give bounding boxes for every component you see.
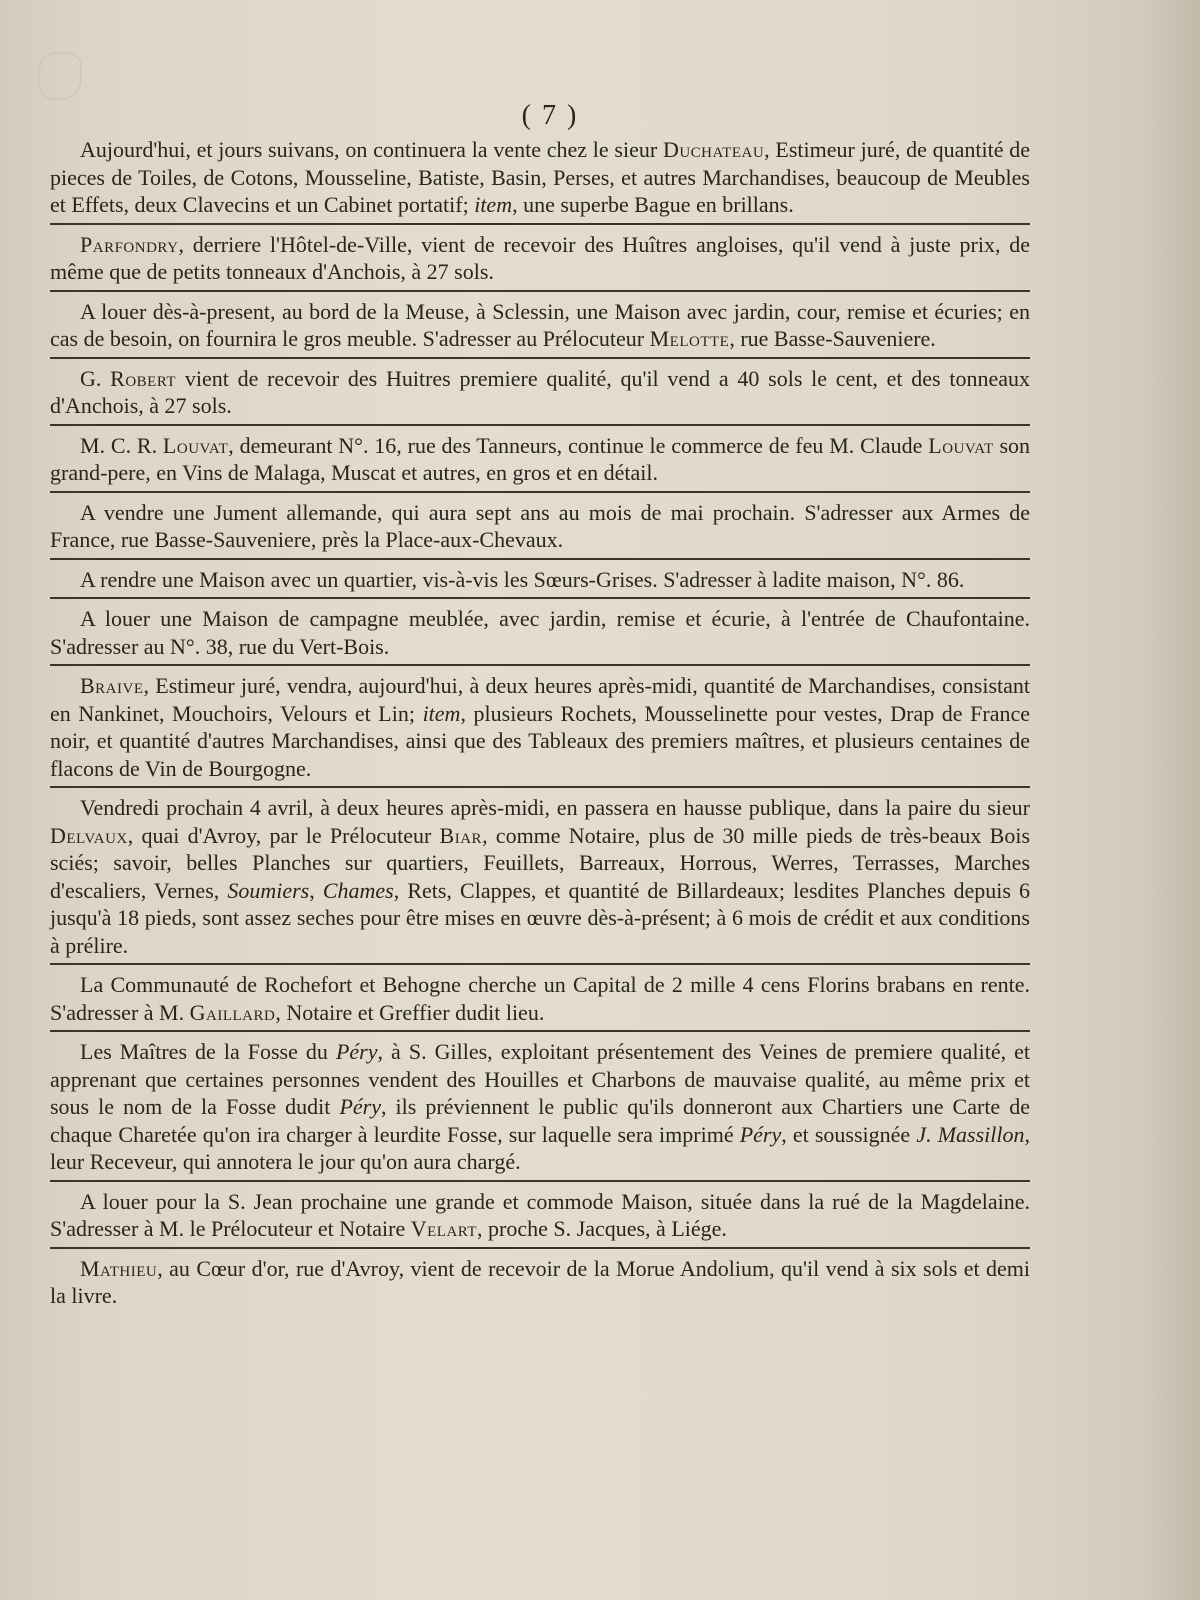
italic-text: Péry (339, 1094, 381, 1119)
italic-text: item (422, 700, 461, 726)
ad-text: vient de recevoir des Huitres premiere qualité, qu'il vend a 40 sols le cent, et des tonneaux d'Anchois, à 27 sols. (50, 365, 1030, 418)
ad-text: , proche S. Jacques, à Liége. (477, 1216, 727, 1241)
name-text: Braive (80, 673, 144, 698)
ad-text: , Estimeur juré, de quantité de pieces de Toiles, de Cotons, Mousseline, Batiste, Basin, Perses, et autres Marchandises, beaucoup de Meubles et Effets, deux Clavecins et un Cabinet portatif; (50, 137, 1031, 217)
ad-rochefort-capital (50, 969, 1030, 1032)
ad-mathieu-cod (50, 1253, 1030, 1314)
ad-timber-auction (50, 792, 1030, 965)
ad-text: A louer une Maison de campagne meublée, avec jardin, remise et écurie, à l'entrée de Chaufontaine. S'adresser au N°. 38, rue du Vert-Bois. (50, 606, 1030, 659)
ad-text: , rue Basse-Sauveniere. (729, 326, 936, 351)
ad-text: , au Cœur d'or, rue d'Avroy, vient de recevoir de la Morue Andolium, qu'il vend à six sols et demi la livre. (50, 1255, 1030, 1308)
italic-text: Péry (335, 1039, 378, 1064)
paper-stain (38, 52, 82, 100)
ad-text: , plusieurs Rochets, Mousselinette pour vestes, Drap de France noir, et quantité d'autres Marchandises, ainsi que des Tableaux des premiers maîtres, et plusieurs centaines de flacons de Vin de Bourgogne. (50, 700, 1031, 781)
ad-text: Vendredi prochain 4 avril, à deux heures après-midi, en passera en hausse publique, dans la paire du sieur (80, 795, 1030, 820)
ad-text: A louer dès-à-present, au bord de la Meuse, à Sclessin, une Maison avec jardin, cour, remise et écuries; en cas de besoin, on fournira le gros meuble. S'adresser au Prélocuteur (50, 298, 1030, 351)
ad-duchateau-sale (50, 134, 1030, 225)
name-text: Robert (110, 365, 177, 391)
name-text: Mathieu (80, 1255, 158, 1281)
name-text: Gaillard (189, 999, 276, 1025)
italic-text: item (474, 192, 513, 217)
ad-text: , à S. Gilles, exploitant présentement des Veines de premiere qualité, et apprenant que certaines personnes vendent des Houilles et Charbons de mauvaise qualité, au même prix et sous le nom de la Fosse dudit (50, 1039, 1030, 1119)
ad-text: son grand-pere, en Vins de Malaga, Muscat et autres, en gros et en détail. (50, 432, 1031, 485)
page-edge-shadow (1140, 0, 1200, 1600)
ad-text: , et soussignée (781, 1121, 917, 1147)
name-text: Velart (410, 1216, 478, 1241)
name-text: Duchateau (662, 137, 765, 162)
ad-robert-oysters (50, 363, 1030, 426)
ad-text: , une superbe Bague en brillans. (512, 192, 794, 217)
ad-text: , (309, 877, 323, 903)
ad-text: La Communauté de Rochefort et Behogne cherche un Capital de 2 mille 4 cens Florins brabans en rente. S'adresser à M. (50, 972, 1030, 1025)
ad-text: , Notaire et Greffier dudit lieu. (275, 999, 545, 1025)
ad-text: , derriere l'Hôtel-de-Ville, vient de recevoir des Huîtres angloises, qu'il vend à juste prix, de même que de petits tonneaux d'Anchois, à 27 sols. (50, 231, 1030, 284)
ad-text: , quai d'Avroy, par le Prélocuteur (127, 822, 440, 848)
ad-house-magdelaine (50, 1186, 1030, 1249)
ad-text: , ils préviennent le public qu'ils donneront aux Chartiers une Carte de chaque Charetée qu'on ira charger à leurdite Fosse, sur laquelle sera imprimé (50, 1094, 1031, 1147)
italic-text: Soumiers (227, 877, 310, 903)
italic-text: Péry (739, 1121, 782, 1147)
ad-text: Aujourd'hui, et jours suivans, on continuera la vente chez le sieur (80, 137, 663, 162)
page-number: ( 7 ) (521, 100, 579, 131)
ad-text: , demeurant N°. 16, rue des Tanneurs, continue le commerce de feu M. Claude (228, 432, 929, 458)
ad-text: , comme Notaire, plus de 30 mille pieds de très-beaux Bois sciés; savoir, belles Planches sur quartiers, Feuillets, Barreaux, Horrous, Werres, Terrasses, Marches d'escaliers, Vernes, (50, 822, 1030, 903)
ad-text: A vendre une Jument allemande, qui aura sept ans au mois de mai prochain. S'adresser aux Armes de France, rue Basse-Sauveniere, près la Place-aux-Chevaux. (50, 499, 1030, 552)
ad-house-soeurs-grises (50, 564, 1030, 600)
ad-text: , Rets, Clappes, et quantité de Billardeaux; lesdites Planches depuis 6 jusqu'à 18 pieds, sont assez seches pour être mises en œuvre dès-à-présent; à 6 mois de crédit et aux conditions à prélire. (50, 877, 1031, 958)
ad-text: A rendre une Maison avec un quartier, vis-à-vis les Sœurs-Grises. S'adresser à ladite maison, N°. 86. (80, 566, 965, 592)
ad-text: Les Maîtres de la Fosse du (80, 1039, 336, 1064)
name-text: Biar (439, 822, 483, 848)
ad-text: M. C. R. (80, 432, 163, 458)
ad-mare-for-sale (50, 497, 1030, 560)
ad-text: A louer pour la S. Jean prochaine une grande et commode Maison, située dans la rué de la Magdelaine. S'adresser à M. le Prélocuteur et Notaire (50, 1188, 1030, 1241)
name-text: Melotte (649, 326, 730, 351)
ad-parfondry-oysters (50, 229, 1030, 292)
ad-house-sclessin (50, 296, 1030, 359)
ad-louvat-wines (50, 430, 1030, 493)
advertisement-column (50, 134, 1030, 1318)
name-text: Delvaux (50, 822, 128, 848)
ad-text: G. (80, 365, 111, 391)
name-text: Parfondry (80, 231, 179, 257)
ad-text: , leur Receveur, qui annotera le jour qu'on aura chargé. (50, 1121, 1030, 1174)
ad-country-house-chaufontaine (50, 603, 1030, 666)
ad-braive-sale (50, 670, 1030, 788)
italic-text: J. Massillon (916, 1121, 1025, 1147)
name-text: Louvat (928, 432, 994, 458)
ad-text: , Estimeur juré, vendra, aujourd'hui, à deux heures après-midi, quantité de Marchandises, consistant en Nankinet, Mouchoirs, Velours et Lin; (50, 673, 1030, 726)
name-text: Louvat (162, 432, 229, 458)
ad-fosse-pery-coal (50, 1036, 1030, 1182)
italic-text: Chames (322, 877, 394, 903)
